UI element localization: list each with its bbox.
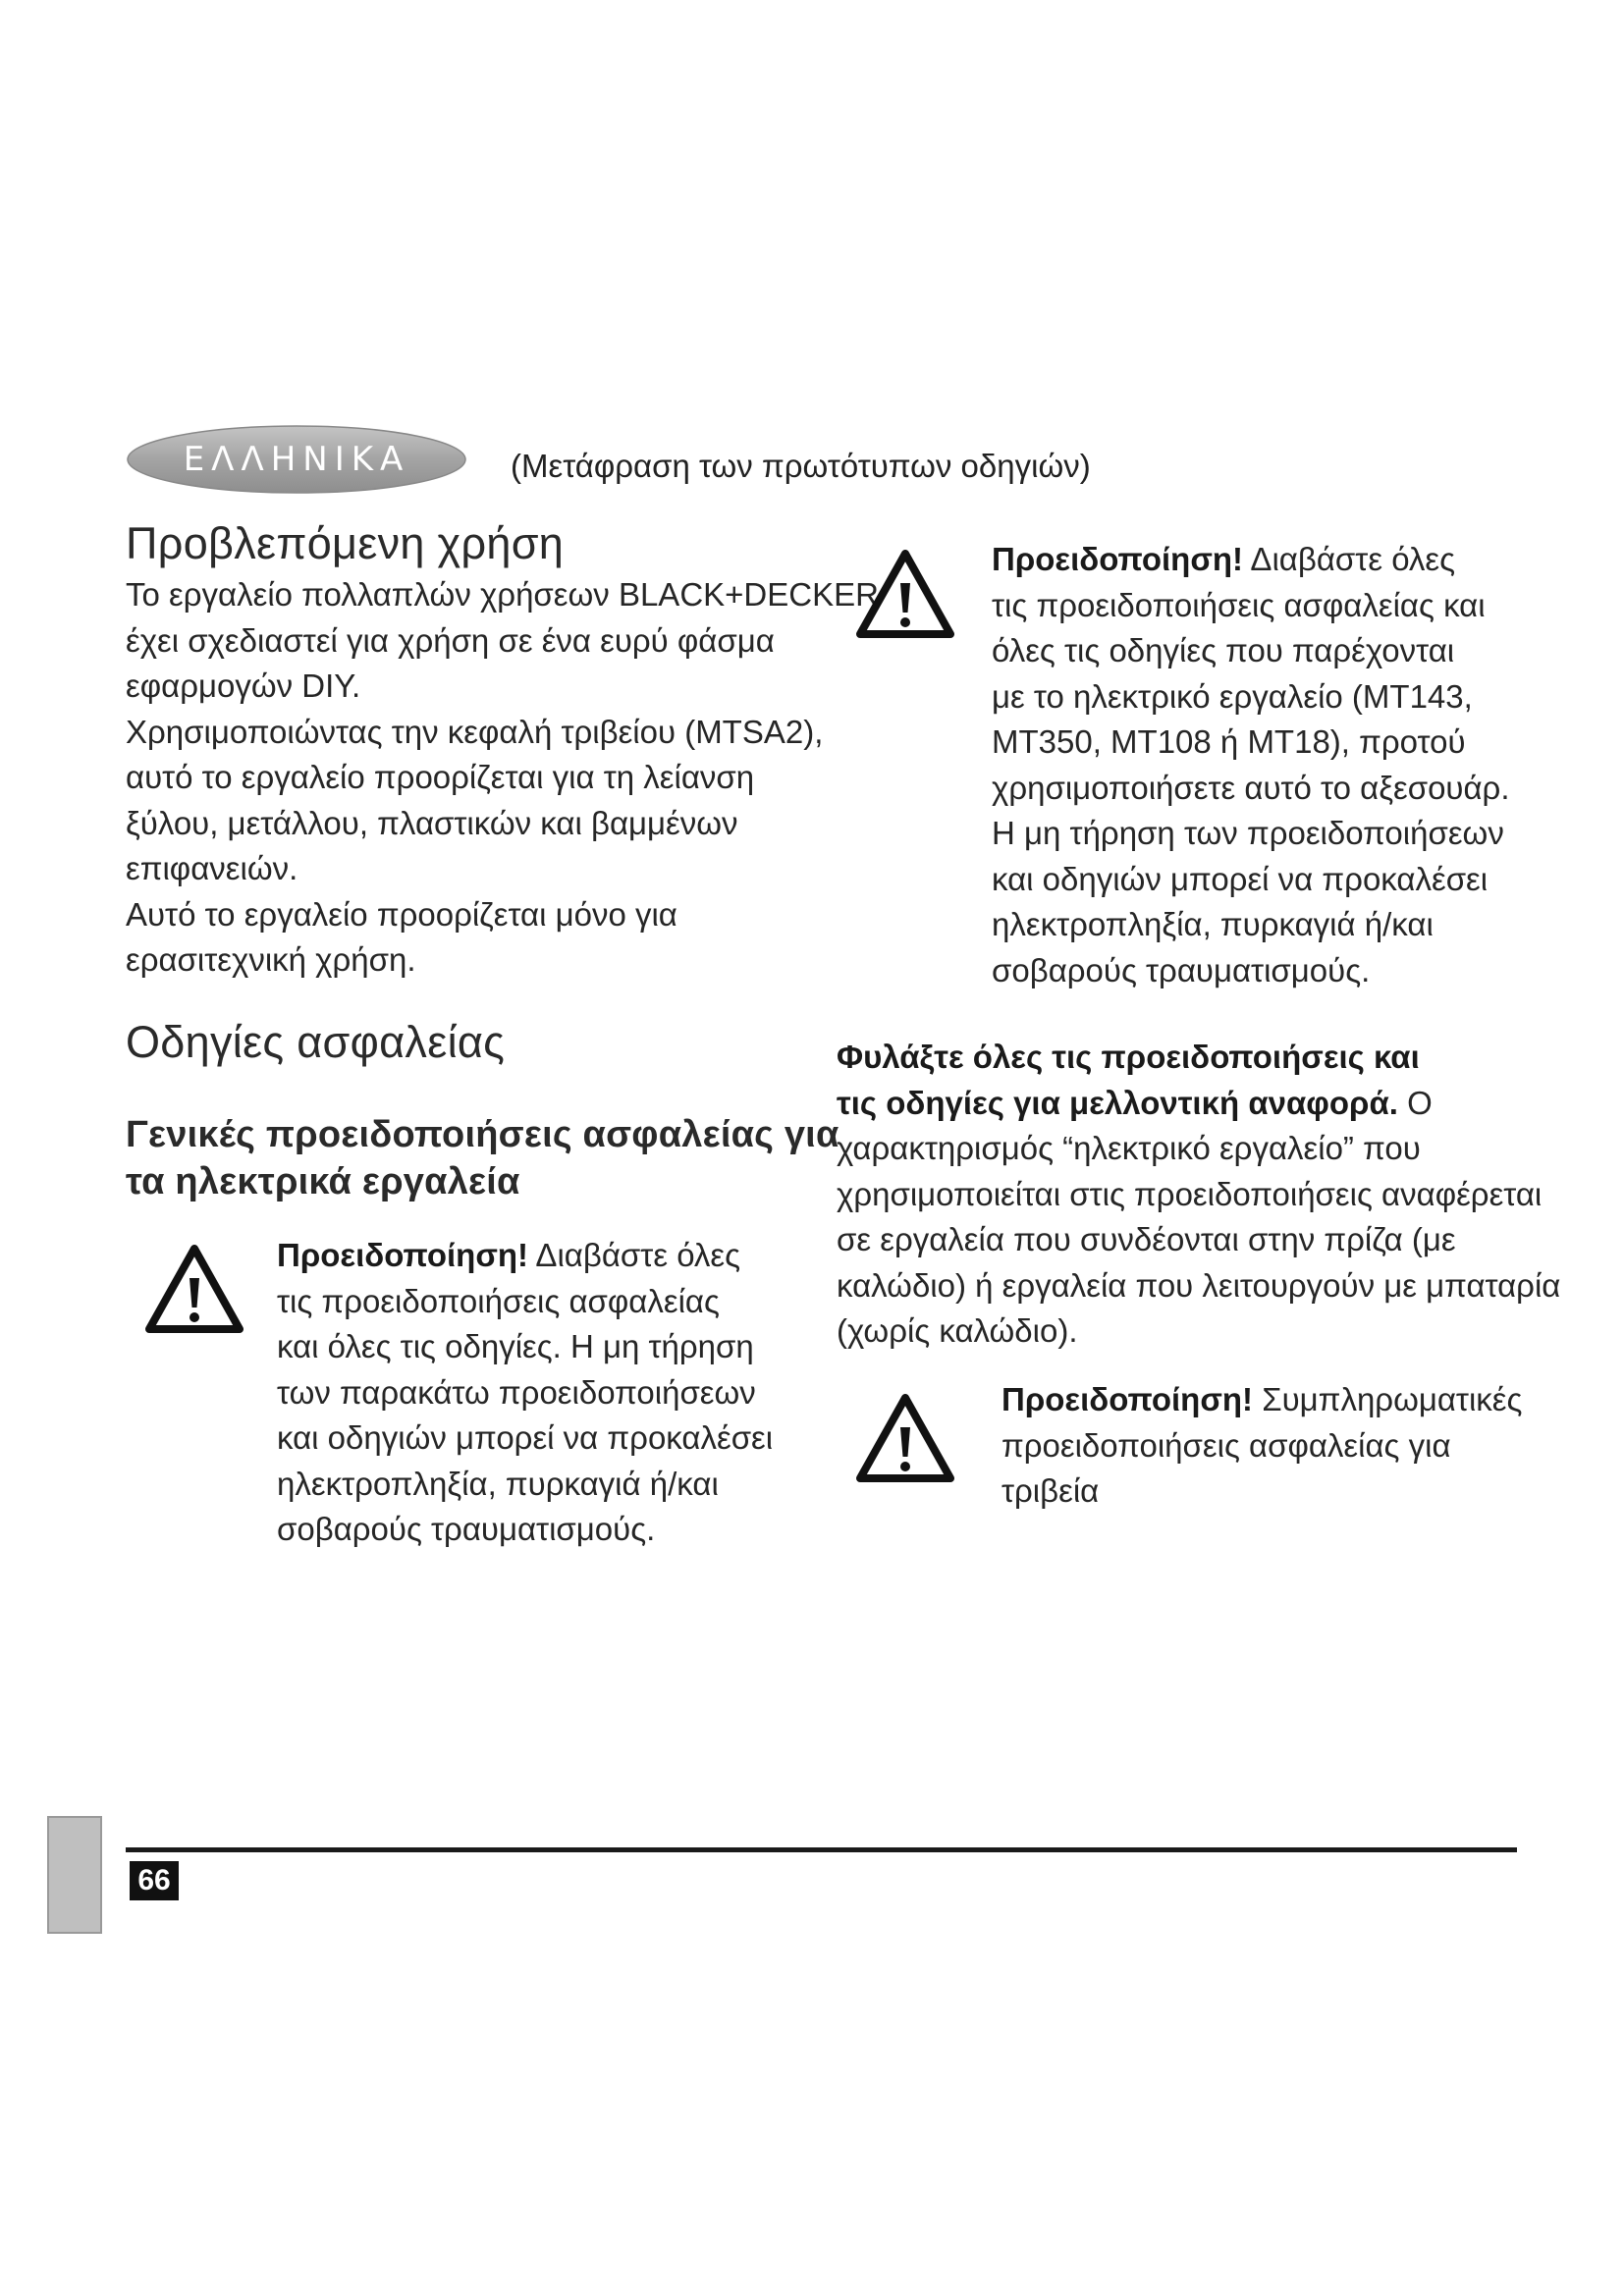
text-line: Αυτό το εργαλείο προορίζεται μόνο για — [126, 895, 677, 933]
text-line: επιφανειών. — [126, 850, 298, 886]
warning-triangle-icon — [143, 1243, 245, 1337]
warning-triangle-icon — [854, 1392, 956, 1486]
text-line: προειδοποιήσεις ασφαλείας για — [1001, 1426, 1451, 1464]
text-line: ηλεκτροπληξία, πυρκαγιά ή/και — [277, 1465, 719, 1502]
text-line: όλες τις οδηγίες που παρέχονται — [992, 632, 1455, 668]
text-line: Το εργαλείο πολλαπλών χρήσεων BLACK+DECKER — [126, 576, 879, 613]
text-line: ηλεκτροπληξία, πυρκαγιά ή/και — [992, 906, 1434, 942]
intended-use-title: Προβλεπόμενη χρήση — [126, 518, 565, 568]
text-line: τις οδηγίες για μελλοντική αναφορά. Ο — [837, 1084, 1433, 1121]
text-line: τις προειδοποιήσεις ασφαλείας — [277, 1282, 720, 1319]
text-line: τριβεία — [1001, 1472, 1100, 1509]
warning-label: Προειδοποίηση! — [992, 541, 1244, 577]
text-line: ξύλου, μετάλλου, πλαστικών και βαμμένων — [126, 804, 738, 841]
general-warning-text — [277, 1233, 773, 1553]
footer-rule — [126, 1847, 1517, 1852]
text-line: Προειδοποίηση! Διαβάστε όλες — [992, 541, 1456, 577]
language-label: ΕΛΛΗΝΙΚΑ — [183, 440, 410, 479]
text-line: των παρακάτω προειδοποιήσεων — [277, 1373, 756, 1411]
text-line: Προειδοποίηση! Διαβάστε όλες — [277, 1237, 741, 1273]
text-line: σοβαρούς τραυματισμούς. — [277, 1511, 656, 1547]
text-line: ερασιτεχνική χρήση. — [126, 941, 416, 978]
text-line: εφαρμογών DIY. — [126, 667, 361, 704]
warning-label: Προειδοποίηση! — [1001, 1381, 1254, 1417]
translation-note: (Μετάφραση των πρωτότυπων οδηγιών) — [511, 448, 1091, 484]
text-line: και οδηγιών μπορεί να προκαλέσει — [277, 1419, 774, 1456]
text-line: έχει σχεδιαστεί για χρήση σε ένα ευρύ φάσμα — [126, 621, 775, 659]
subtitle-line: Γενικές προειδοποιήσεις ασφαλείας για — [126, 1114, 839, 1155]
intended-use-text — [126, 572, 879, 984]
warning-label: Προειδοποίηση! — [277, 1237, 529, 1273]
text-line: Χρησιμοποιώντας την κεφαλή τριβείου (MTSA2), — [126, 713, 824, 750]
text-line: σε εργαλεία που συνδέονται στην πρίζα (με — [837, 1221, 1456, 1257]
text-line: Η μη τήρηση των προειδοποιήσεων — [992, 815, 1504, 851]
text-line: χαρακτηρισμός “ηλεκτρικό εργαλείο” που — [837, 1130, 1421, 1166]
text-line: Φυλάξτε όλες τις προειδοποιήσεις και — [837, 1039, 1420, 1075]
text-line: τις προειδοποιήσεις ασφαλείας και — [992, 586, 1486, 623]
page-number: 66 — [130, 1861, 179, 1900]
text-line: με το ηλεκτρικό εργαλείο (MT143, — [992, 677, 1473, 715]
keep-instructions-text — [837, 1035, 1560, 1355]
text-line: και οδηγιών μπορεί να προκαλέσει — [992, 860, 1489, 897]
text-line: χρησιμοποιείται στις προειδοποιήσεις αναφέρεται — [837, 1175, 1543, 1212]
accessory-warning-text — [992, 537, 1510, 993]
sander-warning-text — [1001, 1377, 1522, 1515]
text-line: Προειδοποίηση! Συμπληρωματικές — [1001, 1381, 1523, 1417]
text-line: χρησιμοποιήσετε αυτό το αξεσουάρ. — [992, 769, 1510, 806]
warning-triangle-icon — [854, 548, 956, 642]
safety-subtitle — [126, 1111, 839, 1205]
subtitle-line: τα ηλεκτρικά εργαλεία — [126, 1161, 520, 1202]
text-line: σοβαρούς τραυματισμούς. — [992, 951, 1371, 988]
side-tab — [47, 1816, 102, 1934]
text-line: MT350, MT108 ή MT18), προτού — [992, 723, 1466, 760]
text-line: και όλες τις οδηγίες. Η μη τήρηση — [277, 1328, 754, 1364]
safety-title: Οδηγίες ασφαλείας — [126, 1017, 506, 1067]
language-badge — [126, 424, 467, 495]
text-line: αυτό το εργαλείο προορίζεται για τη λείανση — [126, 759, 755, 795]
text-line: (χωρίς καλώδιο). — [837, 1312, 1078, 1349]
text-line: καλώδιο) ή εργαλεία που λειτουργούν με μπαταρία — [837, 1266, 1561, 1304]
